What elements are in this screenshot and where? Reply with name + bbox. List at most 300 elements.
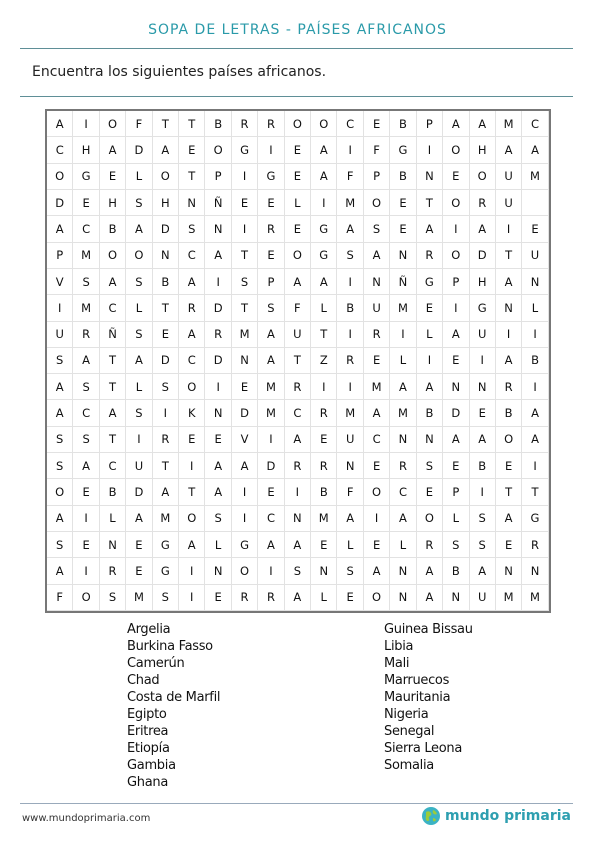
grid-cell: A	[496, 506, 522, 532]
grid-cell: R	[390, 453, 416, 479]
grid-cell: A	[470, 111, 496, 137]
grid-cell: E	[337, 585, 363, 611]
grid-cell: E	[285, 216, 311, 242]
grid-cell: I	[311, 374, 337, 400]
grid-cell: O	[47, 164, 73, 190]
word-item: Etiopía	[127, 741, 170, 756]
grid-cell: P	[205, 164, 231, 190]
grid-cell: E	[417, 295, 443, 321]
grid-cell: M	[126, 585, 152, 611]
grid-cell: R	[417, 243, 443, 269]
grid-cell: O	[47, 479, 73, 505]
grid-cell: N	[522, 558, 548, 584]
grid-cell: P	[443, 479, 469, 505]
grid-cell: E	[470, 400, 496, 426]
grid-cell: E	[364, 453, 390, 479]
grid-cell: C	[364, 427, 390, 453]
grid-cell: O	[232, 558, 258, 584]
grid-cell: P	[417, 111, 443, 137]
grid-cell: A	[522, 427, 548, 453]
instruction-text: Encuentra los siguientes países africanos.	[32, 64, 327, 80]
grid-cell: I	[364, 506, 390, 532]
grid-cell: I	[337, 269, 363, 295]
grid-cell: G	[153, 532, 179, 558]
grid-cell: N	[496, 295, 522, 321]
grid-cell: A	[73, 453, 99, 479]
grid-cell: E	[311, 427, 337, 453]
word-item: Marruecos	[384, 673, 450, 688]
grid-cell: I	[179, 585, 205, 611]
grid-cell: R	[73, 322, 99, 348]
grid-cell: D	[205, 348, 231, 374]
grid-cell: A	[337, 506, 363, 532]
grid-cell: A	[47, 558, 73, 584]
word-item: Sierra Leona	[384, 741, 462, 756]
grid-cell: E	[179, 427, 205, 453]
grid-cell: A	[205, 453, 231, 479]
grid-cell: A	[364, 243, 390, 269]
grid-cell: A	[364, 558, 390, 584]
grid-cell: A	[47, 111, 73, 137]
grid-cell: L	[100, 506, 126, 532]
word-item: Egipto	[127, 707, 167, 722]
grid-cell: A	[417, 216, 443, 242]
grid-cell: D	[205, 295, 231, 321]
grid-cell: E	[496, 453, 522, 479]
grid-cell: S	[126, 400, 152, 426]
grid-cell: A	[285, 532, 311, 558]
grid-cell: N	[417, 164, 443, 190]
grid-cell: L	[126, 164, 152, 190]
grid-cell: E	[443, 453, 469, 479]
grid-cell: A	[47, 216, 73, 242]
grid-cell: M	[258, 400, 284, 426]
grid-cell: R	[179, 295, 205, 321]
grid-cell: D	[232, 400, 258, 426]
grid-cell: M	[258, 374, 284, 400]
grid-cell: E	[73, 479, 99, 505]
grid-cell: A	[417, 585, 443, 611]
word-list-column-2	[384, 621, 473, 774]
grid-cell: A	[470, 216, 496, 242]
grid-cell: A	[232, 453, 258, 479]
grid-cell: L	[311, 585, 337, 611]
grid-cell: T	[417, 190, 443, 216]
grid-cell: L	[205, 532, 231, 558]
word-search-grid	[45, 109, 551, 613]
grid-cell: I	[417, 348, 443, 374]
grid-cell: T	[232, 243, 258, 269]
grid-cell: I	[179, 453, 205, 479]
header-divider	[20, 48, 573, 49]
grid-cell: C	[179, 348, 205, 374]
grid-cell: A	[443, 111, 469, 137]
grid-cell: S	[337, 558, 363, 584]
grid-cell: E	[73, 190, 99, 216]
grid-cell: A	[417, 374, 443, 400]
grid-cell: G	[153, 558, 179, 584]
grid-cell: D	[126, 479, 152, 505]
grid-cell: A	[179, 269, 205, 295]
grid-cell: I	[311, 190, 337, 216]
grid-cell: E	[179, 137, 205, 163]
grid-cell: E	[205, 427, 231, 453]
grid-cell: A	[417, 558, 443, 584]
grid-cell: C	[73, 216, 99, 242]
grid-cell: V	[47, 269, 73, 295]
grid-cell: I	[337, 374, 363, 400]
grid-cell: F	[126, 111, 152, 137]
grid-cell: U	[470, 585, 496, 611]
grid-cell: A	[47, 400, 73, 426]
grid-cell: A	[390, 506, 416, 532]
grid-cell: D	[126, 137, 152, 163]
grid-cell: T	[522, 479, 548, 505]
grid-cell: L	[390, 532, 416, 558]
grid-cell: G	[311, 216, 337, 242]
grid-cell: T	[311, 322, 337, 348]
grid-cell: I	[258, 558, 284, 584]
grid-cell: R	[285, 374, 311, 400]
grid-cell: L	[417, 322, 443, 348]
grid-cell: I	[232, 479, 258, 505]
grid-cell: T	[153, 295, 179, 321]
grid-cell: A	[258, 322, 284, 348]
grid-cell: E	[364, 532, 390, 558]
grid-cell: M	[496, 111, 522, 137]
grid-cell: A	[47, 506, 73, 532]
grid-cell: I	[337, 322, 363, 348]
letter-grid	[47, 111, 549, 611]
grid-cell: B	[153, 269, 179, 295]
grid-cell: B	[205, 111, 231, 137]
word-item: Chad	[127, 673, 160, 688]
grid-cell: Ñ	[390, 269, 416, 295]
grid-cell: H	[470, 137, 496, 163]
grid-cell: P	[443, 269, 469, 295]
grid-cell: B	[470, 453, 496, 479]
brand-name: mundo primaria	[445, 808, 571, 824]
grid-cell: A	[153, 137, 179, 163]
grid-cell: R	[100, 558, 126, 584]
grid-cell: B	[311, 479, 337, 505]
grid-cell: I	[153, 400, 179, 426]
grid-cell: T	[179, 164, 205, 190]
grid-cell: A	[285, 427, 311, 453]
word-item: Somalia	[384, 758, 434, 773]
grid-cell: S	[205, 506, 231, 532]
grid-cell: G	[258, 164, 284, 190]
grid-cell: U	[496, 190, 522, 216]
grid-cell: S	[364, 216, 390, 242]
grid-cell: N	[100, 532, 126, 558]
grid-cell: T	[285, 348, 311, 374]
grid-cell: N	[443, 374, 469, 400]
grid-cell: S	[232, 269, 258, 295]
grid-cell: H	[73, 137, 99, 163]
grid-cell: E	[364, 348, 390, 374]
grid-cell: B	[100, 479, 126, 505]
grid-cell: C	[337, 111, 363, 137]
grid-cell: H	[100, 190, 126, 216]
grid-cell: N	[390, 558, 416, 584]
word-item: Libia	[384, 639, 414, 654]
grid-cell: T	[179, 479, 205, 505]
grid-cell: S	[337, 243, 363, 269]
grid-cell: G	[311, 243, 337, 269]
grid-cell: E	[205, 585, 231, 611]
grid-cell: O	[179, 506, 205, 532]
grid-cell: I	[522, 453, 548, 479]
grid-cell: P	[47, 243, 73, 269]
grid-cell: I	[73, 111, 99, 137]
grid-cell: I	[470, 479, 496, 505]
grid-cell: S	[153, 374, 179, 400]
grid-cell: N	[417, 427, 443, 453]
grid-cell: H	[470, 269, 496, 295]
grid-cell: E	[364, 111, 390, 137]
grid-cell: U	[126, 453, 152, 479]
grid-cell: E	[285, 137, 311, 163]
grid-cell: S	[179, 216, 205, 242]
grid-cell: R	[364, 322, 390, 348]
grid-cell: G	[232, 532, 258, 558]
grid-cell: U	[337, 427, 363, 453]
grid-cell: C	[100, 295, 126, 321]
grid-cell: N	[496, 558, 522, 584]
grid-cell: R	[232, 585, 258, 611]
grid-cell: T	[179, 111, 205, 137]
grid-cell: I	[73, 506, 99, 532]
grid-cell: L	[126, 295, 152, 321]
grid-cell: E	[522, 216, 548, 242]
grid-cell: S	[126, 322, 152, 348]
page-title: SOPA DE LETRAS - PAÍSES AFRICANOS	[148, 22, 447, 38]
grid-cell: N	[205, 558, 231, 584]
grid-cell: E	[390, 190, 416, 216]
grid-cell: M	[337, 400, 363, 426]
word-item: Mauritania	[384, 690, 451, 705]
grid-cell: M	[73, 243, 99, 269]
grid-cell: A	[100, 269, 126, 295]
grid-cell: U	[522, 243, 548, 269]
grid-cell: O	[73, 585, 99, 611]
brand-logo	[421, 806, 571, 826]
grid-cell: O	[126, 243, 152, 269]
grid-cell: A	[153, 479, 179, 505]
grid-cell: O	[285, 111, 311, 137]
grid-cell: T	[232, 295, 258, 321]
grid-cell: F	[337, 479, 363, 505]
grid-cell: B	[443, 558, 469, 584]
grid-cell: E	[73, 532, 99, 558]
grid-cell: M	[390, 400, 416, 426]
grid-cell: V	[232, 427, 258, 453]
grid-cell: L	[126, 374, 152, 400]
word-item: Eritrea	[127, 724, 169, 739]
word-item: Guinea Bissau	[384, 622, 473, 637]
word-item: Senegal	[384, 724, 435, 739]
grid-cell: E	[232, 190, 258, 216]
grid-cell: P	[258, 269, 284, 295]
grid-cell: C	[73, 400, 99, 426]
grid-cell: O	[417, 506, 443, 532]
grid-cell: O	[496, 427, 522, 453]
grid-cell: A	[47, 374, 73, 400]
grid-cell: A	[496, 348, 522, 374]
grid-cell: A	[522, 137, 548, 163]
grid-cell: G	[73, 164, 99, 190]
grid-cell: A	[443, 427, 469, 453]
grid-cell: B	[522, 348, 548, 374]
grid-cell: O	[443, 190, 469, 216]
grid-cell: A	[470, 427, 496, 453]
grid-cell: O	[470, 164, 496, 190]
grid-cell: S	[285, 558, 311, 584]
grid-cell: S	[126, 190, 152, 216]
grid-cell: M	[232, 322, 258, 348]
grid-cell: C	[47, 137, 73, 163]
grid-cell: A	[285, 269, 311, 295]
grid-cell: S	[73, 427, 99, 453]
grid-cell: I	[232, 216, 258, 242]
grid-cell: R	[285, 453, 311, 479]
grid-cell: L	[337, 532, 363, 558]
grid-cell: S	[470, 532, 496, 558]
grid-cell: U	[47, 322, 73, 348]
grid-cell: A	[337, 216, 363, 242]
grid-cell: N	[205, 400, 231, 426]
grid-cell: I	[337, 137, 363, 163]
grid-cell: A	[443, 322, 469, 348]
grid-cell: R	[470, 190, 496, 216]
grid-cell: L	[390, 348, 416, 374]
grid-cell: A	[205, 243, 231, 269]
grid-cell: N	[522, 269, 548, 295]
grid-cell: R	[311, 453, 337, 479]
grid-cell: R	[496, 374, 522, 400]
word-item: Burkina Fasso	[127, 639, 213, 654]
grid-cell: S	[47, 453, 73, 479]
grid-cell: M	[364, 374, 390, 400]
grid-cell: K	[179, 400, 205, 426]
grid-cell: I	[443, 295, 469, 321]
grid-cell: S	[100, 585, 126, 611]
grid-cell: A	[126, 216, 152, 242]
grid-cell: E	[443, 348, 469, 374]
grid-cell: R	[153, 427, 179, 453]
grid-cell: O	[100, 111, 126, 137]
grid-cell: Ñ	[205, 190, 231, 216]
grid-cell: R	[417, 532, 443, 558]
grid-cell: T	[496, 243, 522, 269]
grid-cell: I	[258, 137, 284, 163]
grid-cell: S	[417, 453, 443, 479]
grid-cell: R	[258, 111, 284, 137]
grid-cell: G	[470, 295, 496, 321]
grid-cell: T	[153, 111, 179, 137]
grid-cell: O	[205, 137, 231, 163]
grid-cell: A	[390, 374, 416, 400]
grid-cell: S	[73, 374, 99, 400]
grid-cell: A	[205, 479, 231, 505]
grid-cell: N	[390, 427, 416, 453]
grid-cell: A	[496, 269, 522, 295]
grid-cell: O	[153, 164, 179, 190]
grid-cell: A	[496, 137, 522, 163]
grid-cell: F	[364, 137, 390, 163]
word-item: Nigeria	[384, 707, 429, 722]
grid-cell: C	[258, 506, 284, 532]
grid-cell: N	[285, 506, 311, 532]
grid-cell: M	[390, 295, 416, 321]
grid-cell: N	[364, 269, 390, 295]
footer-url: www.mundoprimaria.com	[22, 813, 151, 824]
grid-cell: O	[100, 243, 126, 269]
grid-cell: A	[73, 348, 99, 374]
word-item: Mali	[384, 656, 410, 671]
grid-cell: S	[126, 269, 152, 295]
grid-cell: N	[390, 243, 416, 269]
globe-icon	[421, 806, 441, 826]
grid-cell: C	[179, 243, 205, 269]
grid-cell: I	[470, 348, 496, 374]
grid-cell: S	[258, 295, 284, 321]
grid-cell: C	[100, 453, 126, 479]
grid-cell: R	[337, 348, 363, 374]
grid-cell: E	[258, 243, 284, 269]
grid-cell: A	[285, 585, 311, 611]
grid-cell: N	[470, 374, 496, 400]
grid-cell: U	[285, 322, 311, 348]
grid-cell: E	[126, 558, 152, 584]
grid-cell: N	[390, 585, 416, 611]
word-item: Ghana	[127, 775, 168, 790]
grid-cell: B	[100, 216, 126, 242]
grid-cell: T	[100, 348, 126, 374]
grid-cell: O	[443, 243, 469, 269]
grid-cell: A	[364, 400, 390, 426]
grid-cell: I	[73, 558, 99, 584]
grid-cell: E	[258, 190, 284, 216]
grid-cell: B	[390, 111, 416, 137]
grid-cell: A	[311, 164, 337, 190]
grid-cell: E	[285, 164, 311, 190]
grid-cell: T	[100, 427, 126, 453]
grid-cell: L	[311, 295, 337, 321]
grid-cell: S	[443, 532, 469, 558]
grid-cell: B	[496, 400, 522, 426]
grid-cell: D	[153, 216, 179, 242]
word-item: Costa de Marfil	[127, 690, 221, 705]
grid-cell: N	[443, 585, 469, 611]
grid-cell: E	[496, 532, 522, 558]
grid-cell: M	[522, 164, 548, 190]
grid-cell: A	[311, 269, 337, 295]
grid-cell: D	[258, 453, 284, 479]
grid-cell: E	[258, 479, 284, 505]
grid-cell: T	[496, 479, 522, 505]
grid-cell: A	[100, 400, 126, 426]
grid-cell: L	[443, 506, 469, 532]
grid-cell: U	[496, 164, 522, 190]
grid-cell: A	[311, 137, 337, 163]
grid-cell: N	[337, 453, 363, 479]
grid-cell: O	[311, 111, 337, 137]
grid-cell: A	[258, 532, 284, 558]
grid-cell: E	[232, 374, 258, 400]
grid-cell: R	[258, 216, 284, 242]
